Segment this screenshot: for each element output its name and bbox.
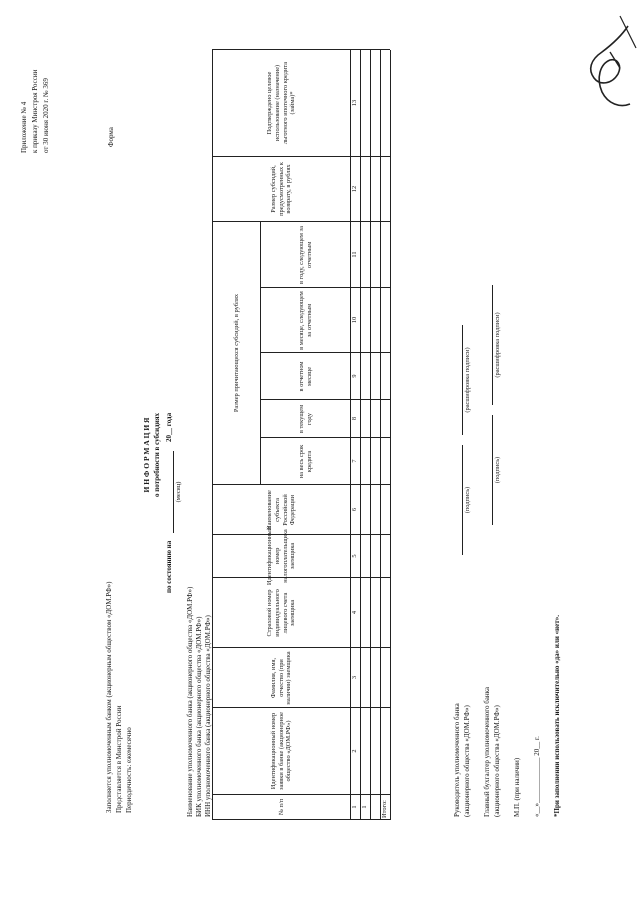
accountant-label-line-1: Главный бухгалтер уполномоченного банка: [483, 686, 491, 817]
header-left-line-3: Периодичность: ежемесячно: [125, 727, 133, 813]
column-number: 12: [351, 185, 358, 193]
accountant-decode-caption: (расшифровка подписи): [494, 312, 501, 378]
header-left-line-2: Представляется в Минстрой России: [115, 705, 123, 813]
header-full-term: на весь срок кредита: [297, 444, 313, 479]
header-refund: Размер субсидий, предусмотренных к возврату, в рублях: [270, 162, 293, 216]
total-label: Итого:: [381, 800, 388, 818]
head-decode-caption: (расшифровка подписи): [464, 347, 471, 413]
column-number: 11: [351, 251, 358, 258]
header-left-line-1: Заполняется уполномоченным банком (акционерным обществом «ДОМ.РФ»): [105, 581, 113, 813]
appendix-line-3: от 30 июня 2020 г. № 369: [42, 78, 50, 153]
header-current-year: в текущем году: [297, 404, 313, 434]
accountant-decode-line: [492, 285, 493, 405]
header-row-number: № п/п: [277, 798, 285, 816]
column-number: 4: [351, 610, 358, 615]
bank-bik-line: БИК уполномоченного банка (акционерного общества «ДОМ.РФ»): [195, 616, 203, 817]
head-sign-caption: (подпись): [464, 486, 471, 514]
header-subsidy-group: Размер причитающихся субсидий, в рублях: [232, 293, 240, 413]
column-number: 5: [351, 554, 358, 558]
column-number: 8: [351, 416, 358, 421]
date-prefix: по состоянию на: [165, 540, 173, 593]
header-next-year: в году, следующем за отчетным: [297, 226, 313, 284]
header-reporting-month: в отчетном месяце: [297, 361, 313, 392]
header-confirmed-use: Подтверждено целевое использование (назначение) льготного ипотечного кредита (займа)*: [266, 61, 297, 145]
column-number: 2: [351, 749, 358, 753]
header-full-name: Фамилия, имя, отчество (при наличии) заемщика: [270, 651, 293, 705]
appendix-line-1: Приложение № 4: [20, 101, 28, 153]
handwritten-signature: [580, 8, 640, 128]
header-next-month: в месяце, следующем за отчетным: [297, 291, 313, 350]
column-number: 7: [351, 459, 358, 463]
signature-date: «__»_____________ 20__ г.: [533, 736, 541, 817]
column-number: 9: [351, 374, 358, 378]
accountant-signature-line: [492, 415, 493, 525]
doc-subtitle: о потребности в субсидиях: [153, 412, 161, 498]
head-decode-line: [462, 325, 463, 435]
column-number: 1: [351, 805, 358, 809]
date-month-line: [173, 451, 174, 533]
head-label-line-2: (акционерного общества «ДОМ.РФ»): [463, 705, 471, 817]
header-inn: Идентификационный номер налогоплательщика заемщика: [266, 526, 297, 586]
form-label: Форма: [107, 127, 115, 147]
head-label-line-1: Руководитель уполномоченного банка: [453, 703, 461, 817]
column-number: 3: [351, 675, 358, 680]
accountant-label-line-2: (акционерного общества «ДОМ.РФ»): [493, 705, 501, 817]
header-snils: Страховой номер индивидуального лицевого счета заемщика: [266, 589, 297, 637]
row-number: 1: [361, 805, 368, 809]
date-caption: (месяц): [175, 481, 182, 503]
accountant-sign-caption: (подпись): [494, 456, 501, 484]
bank-name-line: Наименование уполномоченного банка (акционерного общества «ДОМ.РФ»): [186, 586, 194, 817]
header-region: Наименование субъекта Российской Федерации: [266, 490, 297, 530]
appendix-line-2: к приказу Минстроя России: [31, 69, 39, 153]
stamp-label: М.П. (при наличии): [513, 757, 521, 817]
column-number: 13: [351, 99, 358, 107]
doc-title: И Н Ф О Р М А Ц И Я: [142, 417, 151, 493]
column-number: 6: [351, 507, 358, 512]
bank-inn-line: ИНН уполномоченного банка (акционерного общества «ДОМ.РФ»): [204, 615, 212, 817]
head-signature-line: [462, 445, 463, 555]
header-application-id: Идентификационный номер заявки в банке (акционерное общество «ДОМ.РФ»): [270, 711, 293, 791]
column-number: 10: [351, 316, 358, 324]
date-suffix: 20__ года: [165, 412, 173, 442]
footnote: *При заполнении использовать исключительно «да» или «нет».: [553, 615, 561, 817]
